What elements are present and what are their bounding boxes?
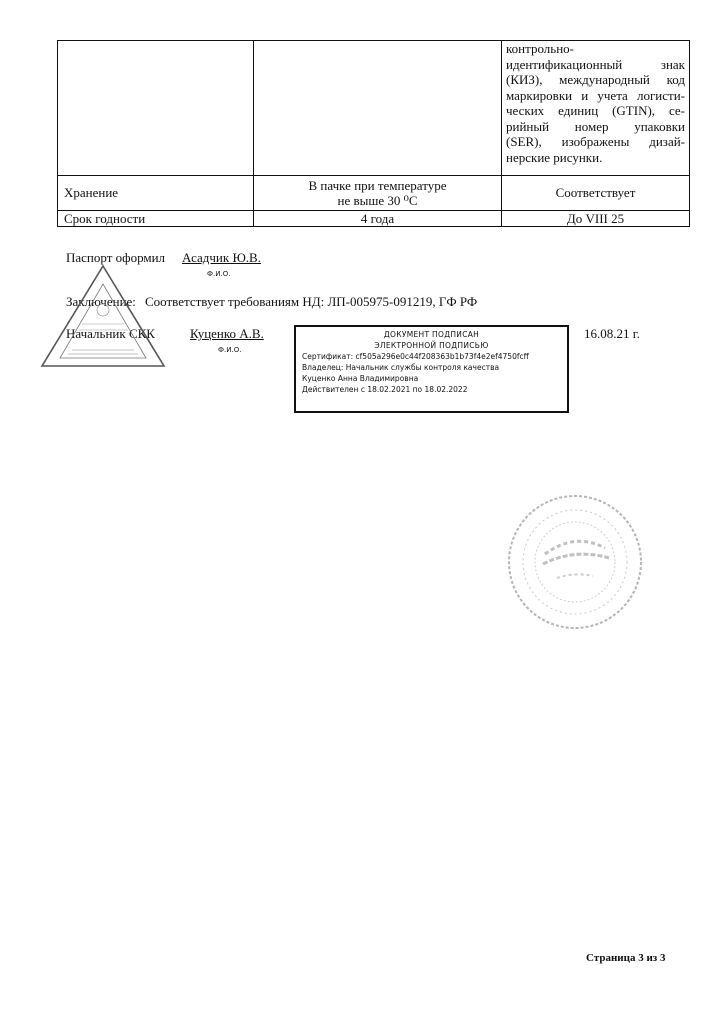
signature-header: ДОКУМЕНТ ПОДПИСАН <box>383 330 480 339</box>
round-seal-icon <box>505 492 645 632</box>
passport-label: Паспорт оформил <box>66 250 166 265</box>
requirement-line: В пачке при температуре <box>308 177 447 193</box>
cell-line: (КИЗ), международный код <box>506 72 685 87</box>
results-table <box>57 40 689 227</box>
cell-line: ческих единиц (GTIN), се- <box>506 103 685 118</box>
signature-certificate: Сертификат: cf505a296e0c44f208363b1b73f4e2ef4750fcff <box>302 352 529 361</box>
result-cell: Соответствует <box>502 176 690 211</box>
requirement-line: не выше 30 ⁰С <box>337 193 418 208</box>
table-cell <box>254 41 502 176</box>
sign-date: 16.08.21 г. <box>584 326 640 341</box>
electronic-signature-box <box>294 325 569 413</box>
result-cell: До VIII 25 <box>502 211 690 227</box>
cell-line: рийный номер упаковки <box>506 118 685 134</box>
requirement-cell <box>254 176 502 211</box>
conclusion-label: Заключение: <box>66 294 136 309</box>
row-label: Хранение <box>58 176 254 211</box>
fio-caption: Ф.И.О. <box>218 346 242 354</box>
cell-line: нерские рисунки. <box>506 149 603 165</box>
triangle-stamp-icon <box>38 262 168 372</box>
signature-owner: Владелец: Начальник службы контроля качества <box>302 363 500 372</box>
passport-name: Асадчик Ю.В. <box>182 250 261 265</box>
row-label: Срок годности <box>58 211 254 227</box>
page-number: Страница 3 из 3 <box>586 952 666 964</box>
cell-line: (SER), изображены дизай- <box>506 134 685 149</box>
cell-line: контрольно- <box>506 41 574 56</box>
requirement-cell: 4 года <box>254 211 502 227</box>
head-label: Начальник СКК <box>66 326 155 341</box>
signature-owner-name: Куценко Анна Владимировна <box>302 374 419 383</box>
table-row-storage <box>58 176 690 211</box>
fio-caption: Ф.И.О. <box>207 270 231 278</box>
signature-validity: Действителен с 18.02.2021 по 18.02.2022 <box>302 385 468 394</box>
marking-description-cell <box>502 41 690 176</box>
table-cell <box>58 41 254 176</box>
table-row-shelf-life <box>58 211 690 227</box>
signature-header: ЭЛЕКТРОННОЙ ПОДПИСЬЮ <box>374 341 489 350</box>
table-row <box>58 41 690 176</box>
head-name: Куценко А.В. <box>190 326 264 341</box>
cell-line: идентификационный знак <box>506 56 685 72</box>
conclusion-text: Соответствует требованиям НД: ЛП-005975-091219, ГФ РФ <box>145 294 478 309</box>
cell-line: маркировки и учета логисти- <box>506 87 685 103</box>
